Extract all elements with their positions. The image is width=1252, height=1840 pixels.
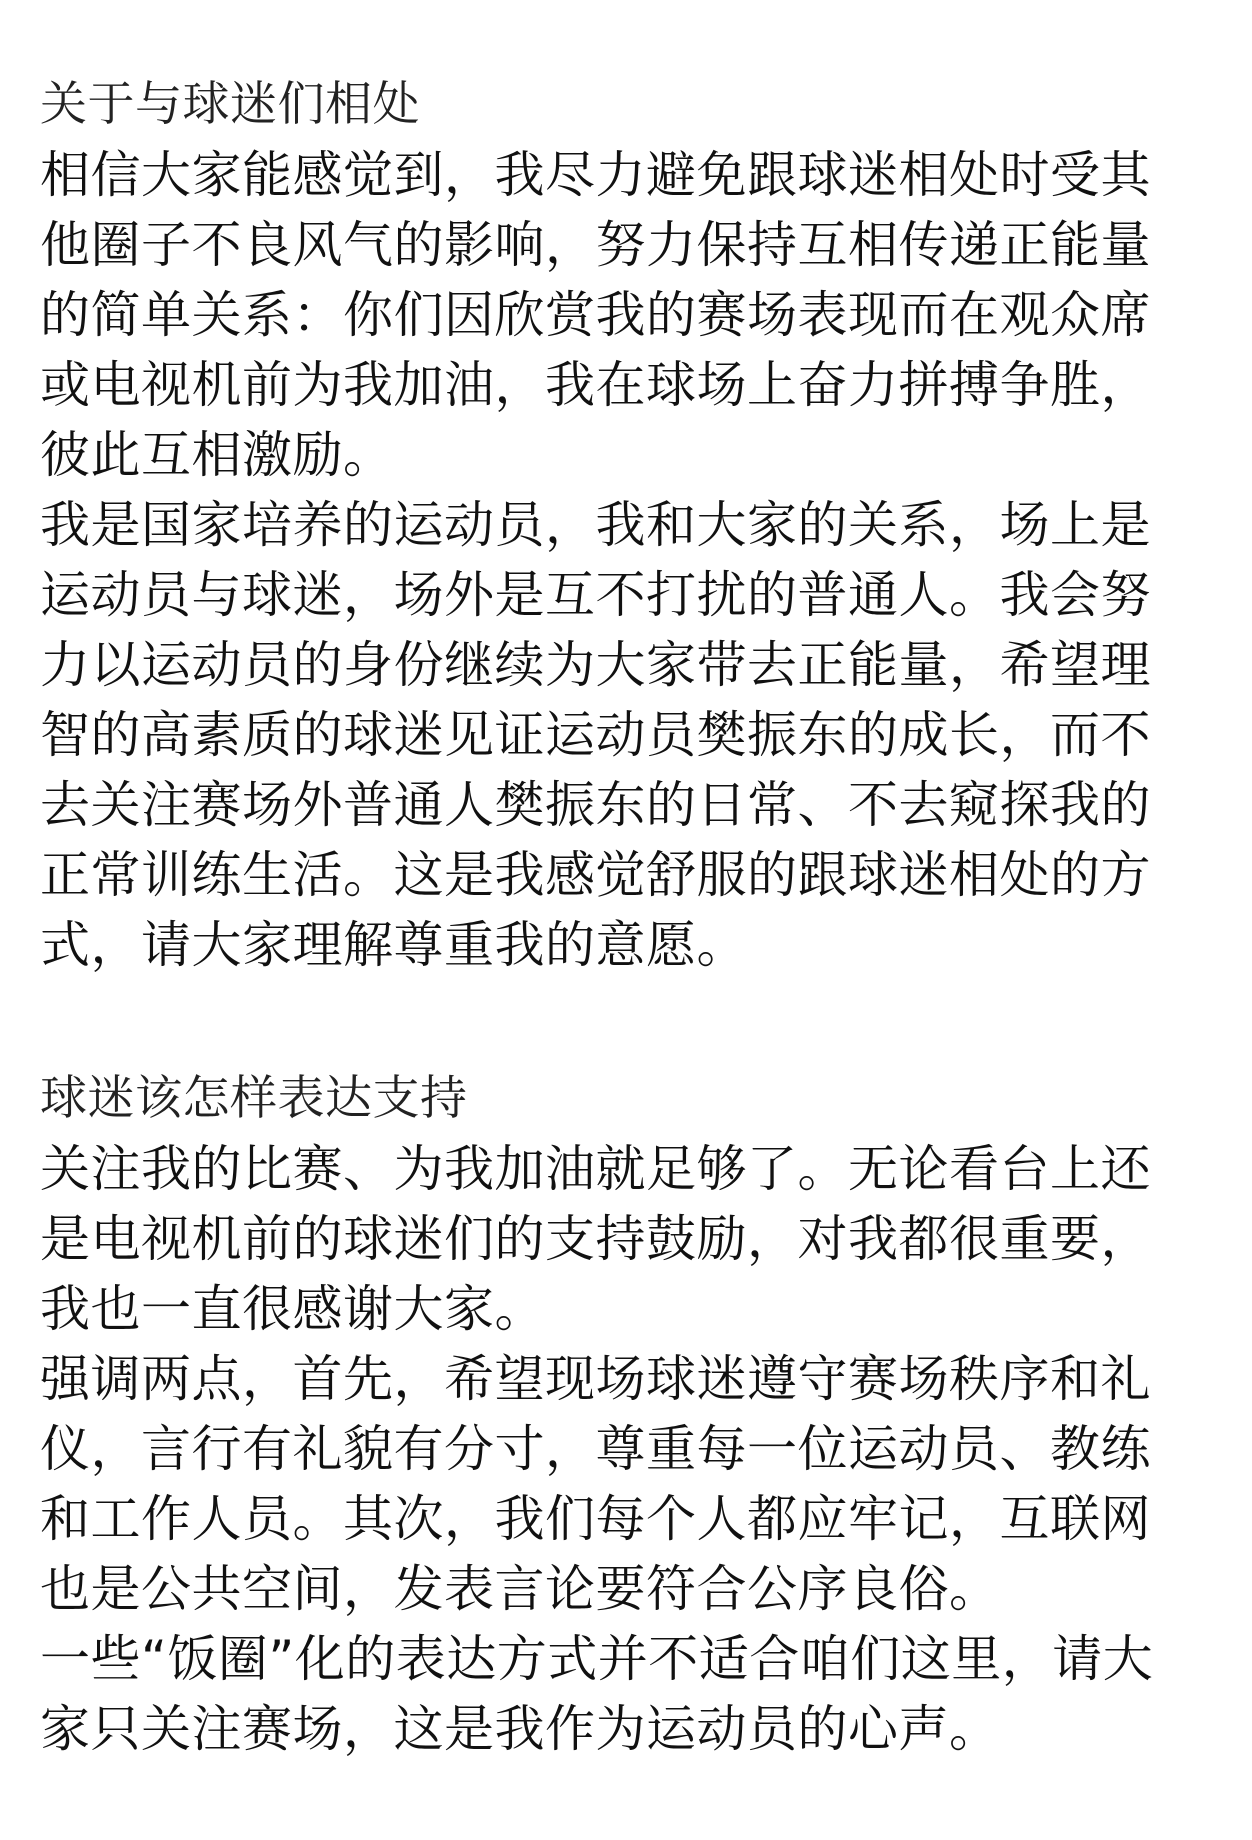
paragraph-line: 彼此互相激励。 (40, 426, 394, 484)
section-heading-fans: 关于与球迷们相处 (40, 77, 420, 132)
paragraph-line: 家只关注赛场，这是我作为运动员的心声。 (40, 1700, 1000, 1758)
paragraph-line: 我也一直很感谢大家。 (40, 1280, 545, 1338)
paragraph-line: 是电视机前的球迷们的支持鼓励，对我都很重要， (40, 1210, 1151, 1268)
paragraph-line: 一些“饭圈”化的表达方式并不适合咱们这里，请大 (40, 1630, 1154, 1688)
paragraph-line: 式，请大家理解尊重我的意愿。 (40, 916, 747, 974)
paragraph-line: 智的高素质的球迷见证运动员樊振东的成长，而不 (40, 706, 1151, 764)
document-body (40, 70, 1220, 1764)
paragraph-line: 仪，言行有礼貌有分寸，尊重每一位运动员、教练 (40, 1420, 1151, 1478)
paragraph-line: 相信大家能感觉到，我尽力避免跟球迷相处时受其 (40, 146, 1151, 204)
section-gap (40, 980, 1220, 1064)
paragraph-line: 我是国家培养的运动员，我和大家的关系，场上是 (40, 496, 1151, 554)
paragraph-line: 运动员与球迷，场外是互不打扰的普通人。我会努 (40, 566, 1151, 624)
paragraph-line: 强调两点，首先，希望现场球迷遵守赛场秩序和礼 (40, 1350, 1151, 1408)
paragraph-line: 和工作人员。其次，我们每个人都应牢记，互联网 (40, 1490, 1151, 1548)
section-heading-support: 球迷该怎样表达支持 (40, 1071, 468, 1126)
paragraph-line: 也是公共空间，发表言论要符合公序良俗。 (40, 1560, 1000, 1618)
paragraph-line: 的简单关系：你们因欣赏我的赛场表现而在观众席 (40, 286, 1151, 344)
paragraph-line: 或电视机前为我加油，我在球场上奋力拼搏争胜， (40, 356, 1151, 414)
paragraph-line: 力以运动员的身份继续为大家带去正能量，希望理 (40, 636, 1151, 694)
paragraph-line: 关注我的比赛、为我加油就足够了。无论看台上还 (40, 1140, 1151, 1198)
paragraph-line: 正常训练生活。这是我感觉舒服的跟球迷相处的方 (40, 846, 1151, 904)
paragraph-line: 他圈子不良风气的影响，努力保持互相传递正能量 (40, 216, 1151, 274)
paragraph-line: 去关注赛场外普通人樊振东的日常、不去窥探我的 (40, 776, 1151, 834)
